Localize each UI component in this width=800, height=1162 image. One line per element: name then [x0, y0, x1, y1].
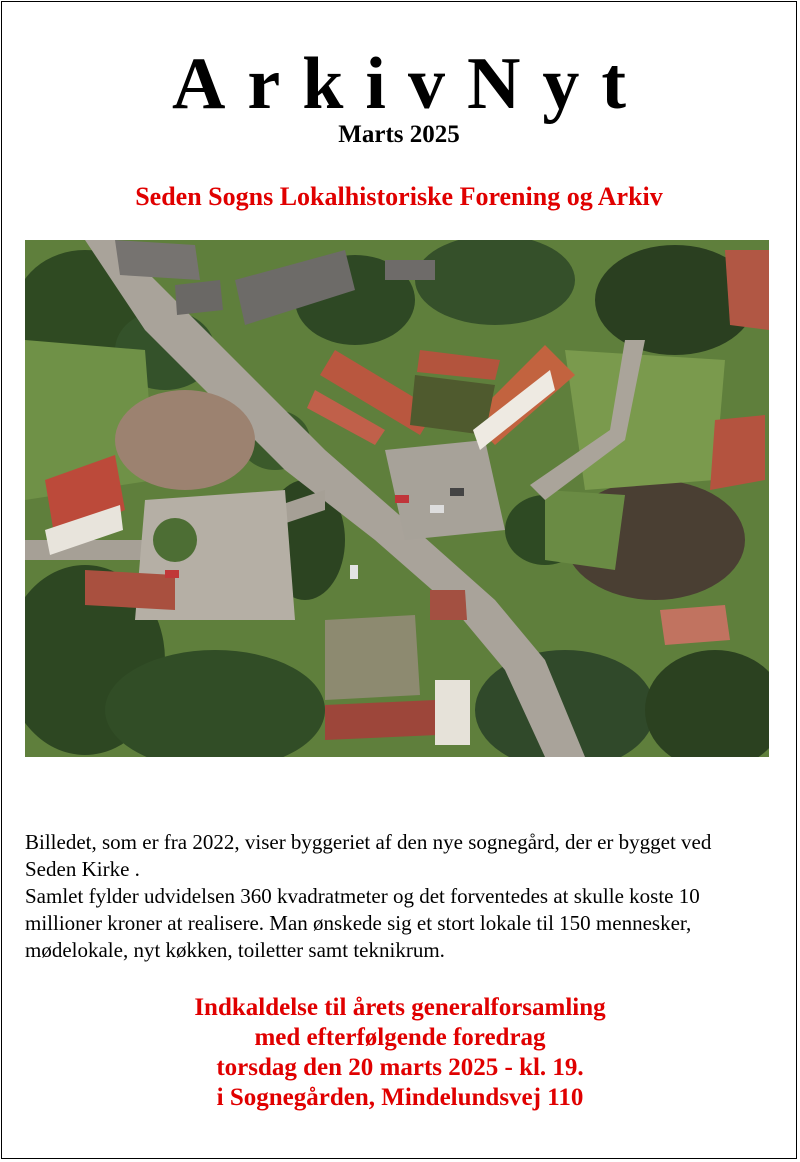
aerial-photo-illustration [25, 240, 769, 757]
caption-paragraph-1: Billedet, som er fra 2022, viser byggeriet af den nye sognegård, der er bygget ved Seden Kirke . [25, 830, 712, 881]
organization-name: Seden Sogns Lokalhistoriske Forening og Arkiv [135, 182, 663, 211]
photo-caption [25, 829, 765, 964]
notice-line-1: Indkaldelse til årets generalforsamling [194, 994, 606, 1021]
caption-paragraph-2: Samlet fylder udvidelsen 360 kvadratmeter og det forventedes at skulle koste 10 millioner kroner at realisere. Man ønskede sig et stort lokale til 150 mennesker, mødelokale, nyt køkken, toiletter samt teknikrum. [25, 884, 700, 962]
notice-line-4: i Sognegården, Mindelundsvej 110 [216, 1084, 584, 1111]
newsletter-title: ArkivNyt [171, 43, 649, 125]
meeting-notice [0, 993, 800, 1113]
issue-date: Marts 2025 [338, 121, 460, 148]
notice-line-2: med efterfølgende foredrag [254, 1024, 546, 1051]
aerial-photo [25, 240, 769, 757]
notice-line-3: torsdag den 20 marts 2025 - kl. 19. [216, 1054, 584, 1081]
